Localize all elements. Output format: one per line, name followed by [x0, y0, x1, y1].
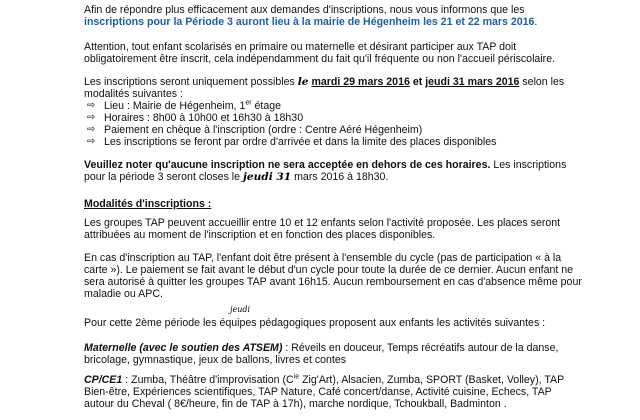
arrow-right-icon: ⇨	[87, 100, 96, 111]
list-item: ⇨ Horaires : 8h00 à 10h00 et 16h30 à 18h30	[87, 112, 304, 124]
activities-intro: Pour cette 2ème période les équipes pédagogiques proposent aux enfants les activités suivantes :	[84, 317, 546, 329]
handwritten-le: le	[297, 76, 309, 88]
registration-dates-highlight: inscriptions pour la Période 3 auront lieu à la mairie de Hégenheim les 21 et 22 mars 2016	[84, 16, 535, 28]
cpce1-activities: CP/CE1 : Zumba, Théâtre d'improvisation ($C^{ie}$ Zig'Art), Alsacien, Zumba, SPORT (Basket, Volley), TAP Bien-être, Expériences scientifiques, TAP Nature, Café concert/danse, Activité cuisine, Echecs, TAP autour du Cheval ( 8€/heure, fin de TAP à 17h), marche nordique, Tchoukball, Badminton .	[84, 373, 565, 410]
modalities-label: modalités suivantes :	[84, 88, 183, 100]
maternelle-activities: Maternelle (avec le soutien des ATSEM) : Réveils en douceur, Temps récréatifs autour de la danse, bricolage, gymnastique, jeux de ballons, livres et contes	[84, 342, 559, 366]
date-tuesday: mardi 29 mars 2016	[311, 76, 410, 88]
list-item: ⇨ Les inscriptions se feront par ordre d'arrivée et dans la limite des places disponibles	[87, 136, 497, 148]
deadline-line-2-end: mars 2016 à 18h30.	[294, 171, 389, 183]
intro-paragraph	[84, 4, 584, 28]
handwritten-jeudi-31: jeudi 31	[243, 171, 292, 183]
schedule-intro-end: selon les	[522, 76, 565, 88]
attention-line-2: obligatoirement être inscrit, cela indépendamment du fait qu'il fréquente ou non l'accueil périscolaire.	[84, 53, 556, 65]
attention-line-1: Attention, tout enfant scolarisés en primaire ou maternelle et désirant participer aux TAP doit	[84, 41, 517, 53]
schedule-intro: Les inscriptions seront uniquement possibles	[84, 76, 295, 88]
attention-paragraph	[84, 41, 584, 65]
and-word: et	[412, 76, 423, 88]
maternelle-label: Maternelle (avec le soutien des ATSEM)	[84, 342, 283, 354]
deadline-line-1-end: Les inscriptions	[490, 159, 567, 171]
intro-line-1: Afin de répondre plus efficacement aux demandes d'inscriptions, nous vous informons que les	[84, 4, 525, 16]
arrow-right-icon: ⇨	[87, 124, 96, 135]
arrow-right-icon: ⇨	[87, 112, 96, 123]
modalites-heading: Modalités d'inscriptions :	[84, 198, 212, 210]
deadline-line-2-start: pour la période 3 seront closes le	[84, 171, 241, 183]
arrow-right-icon: ⇨	[87, 136, 96, 147]
schedule-paragraph	[84, 76, 584, 100]
list-item: ⇨ Paiement en chèque à l'inscription (ordre : Centre Aéré Hégenheim)	[87, 124, 423, 136]
deadline-paragraph	[84, 159, 584, 183]
modalities-list	[84, 100, 584, 148]
warning-notice: Veuillez noter qu'aucune inscription ne sera acceptée en dehors de ces horaires.	[84, 159, 491, 171]
handwritten-jeudi-annotation: jeudi	[230, 305, 251, 314]
date-thursday: jeudi 31 mars 2016	[425, 76, 520, 88]
group-size-paragraph: Les groupes TAP peuvent accueillir entre 10 et 12 enfants selon l'activité proposée. Les places seront attribuées au moment de l'inscription et en fonction des places disponibles.	[84, 217, 561, 241]
commitment-paragraph: En cas d'inscription au TAP, l'enfant doit être présent à l'ensemble du cycle (pas de participation « à la carte »). Le paiement se fait avant le début d'un cycle pour toute la durée de ce dernier. Aucun enfant ne sera autorisé à quitter les groupes TAP avant 16h15. Aucun remboursement en cas d'absence même pour maladie ou APC.	[84, 252, 582, 300]
intro-period: .	[534, 16, 538, 28]
list-item: ⇨ Lieu : Mairie de Hégenheim, 1er étage	[87, 99, 282, 112]
cpce1-label: CP/CE1	[84, 374, 123, 386]
